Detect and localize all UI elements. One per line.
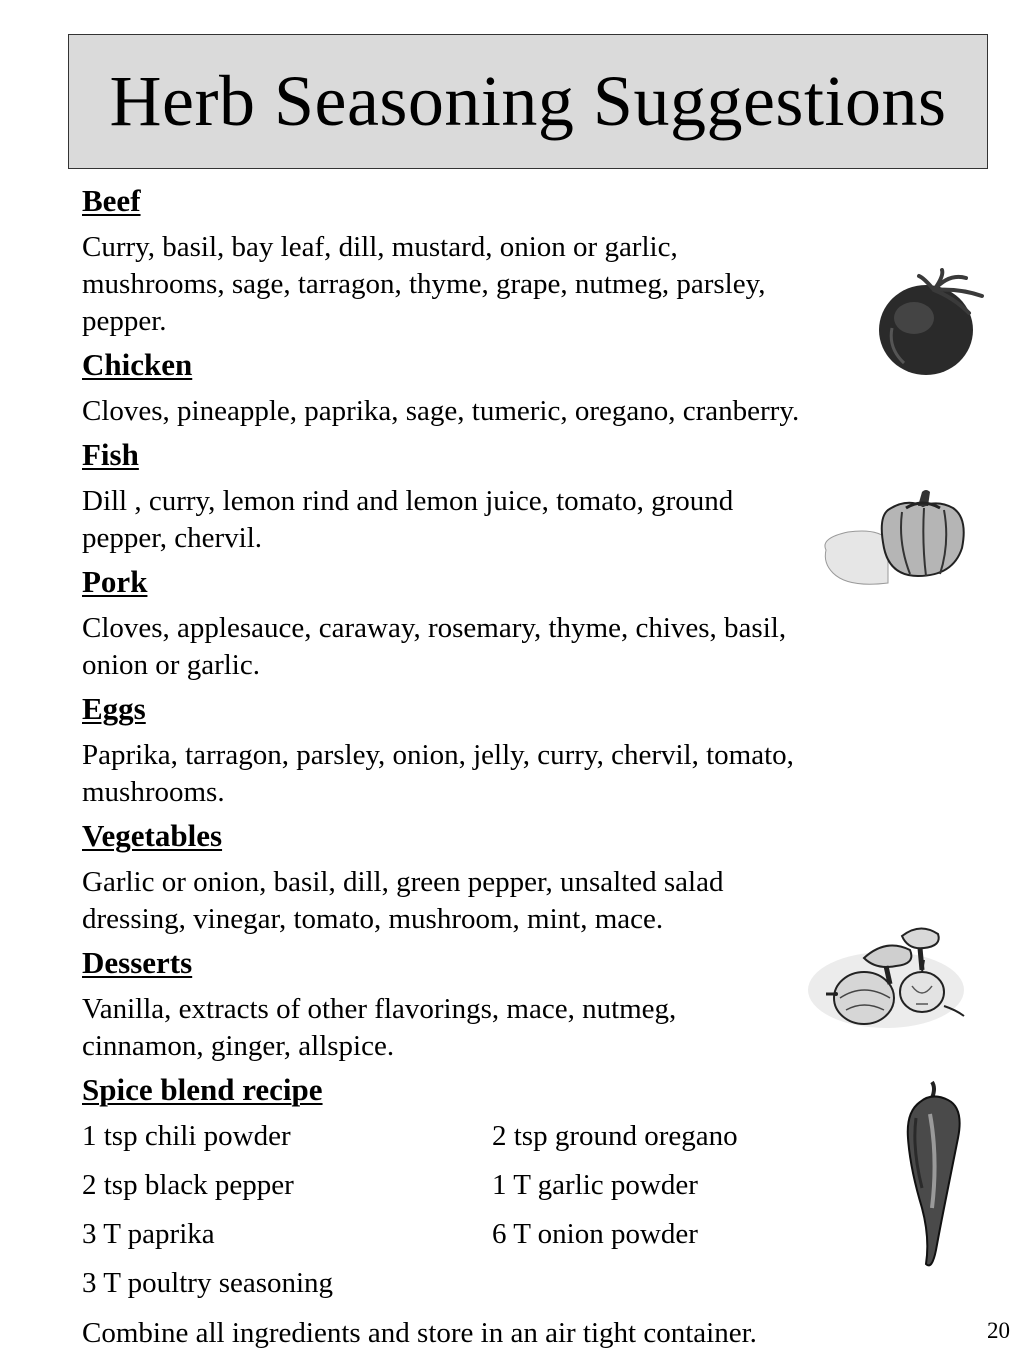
section-heading-beef: Beef: [82, 183, 141, 218]
section-text-eggs-line2: mushrooms.: [82, 776, 225, 808]
section-text-vegetables-line2: dressing, vinegar, tomato, mushroom, mint, mace.: [82, 903, 664, 935]
page-number: 20: [987, 1318, 1010, 1343]
section-heading-pork: Pork: [82, 564, 148, 599]
spice-blend-instruction: Combine all ingredients and store in an air tight container.: [82, 1317, 757, 1349]
section-heading-vegetables: Vegetables: [82, 818, 223, 853]
spice-ingredient-left: 3 T poultry seasoning: [82, 1267, 334, 1299]
spice-ingredient-left: 2 tsp black pepper: [82, 1169, 294, 1201]
section-text-desserts-line2: cinnamon, ginger, allspice.: [82, 1030, 395, 1062]
spice-ingredient-right: 2 tsp ground oregano: [492, 1120, 738, 1152]
spice-ingredient-left: 1 tsp chili powder: [82, 1120, 291, 1152]
spice-ingredient-right: 1 T garlic powder: [492, 1169, 698, 1201]
page-title: Herb Seasoning Suggestions: [109, 61, 947, 141]
section-text-beef-line1: Curry, basil, bay leaf, dill, mustard, onion or garlic,: [82, 231, 678, 263]
section-heading-desserts: Desserts: [82, 945, 193, 980]
title-box: [68, 34, 988, 169]
tomato-icon: [874, 268, 990, 384]
section-text-chicken-line1: Cloves, pineapple, paprika, sage, tumeric, oregano, cranberry.: [82, 395, 800, 427]
section-text-fish-line1: Dill , curry, lemon rind and lemon juice, tomato, ground: [82, 485, 734, 517]
chili-pepper-icon: [892, 1078, 972, 1274]
spice-ingredient-right: 6 T onion powder: [492, 1218, 698, 1250]
section-text-beef-line2: mushrooms, sage, tarragon, thyme, grape, nutmeg, parsley,: [82, 268, 766, 300]
section-text-fish-line2: pepper, chervil.: [82, 522, 263, 554]
spice-blend-heading: Spice blend recipe: [82, 1072, 323, 1107]
section-text-vegetables-line1: Garlic or onion, basil, dill, green pepper, unsalted salad: [82, 866, 724, 898]
spice-ingredient-left: 3 T paprika: [82, 1218, 215, 1250]
section-heading-chicken: Chicken: [82, 347, 193, 382]
section-text-eggs-line1: Paprika, tarragon, parsley, onion, jelly, curry, chervil, tomato,: [82, 739, 794, 771]
section-text-pork-line1: Cloves, applesauce, caraway, rosemary, thyme, chives, basil,: [82, 612, 787, 644]
bell-pepper-icon: [818, 488, 968, 590]
section-text-pork-line2: onion or garlic.: [82, 649, 260, 681]
section-text-beef-line3: pepper.: [82, 305, 167, 337]
section-heading-fish: Fish: [82, 437, 139, 472]
onion-garlic-mushroom-icon: [806, 920, 970, 1032]
section-text-desserts-line1: Vanilla, extracts of other flavorings, mace, nutmeg,: [82, 993, 677, 1025]
section-heading-eggs: Eggs: [82, 691, 146, 726]
